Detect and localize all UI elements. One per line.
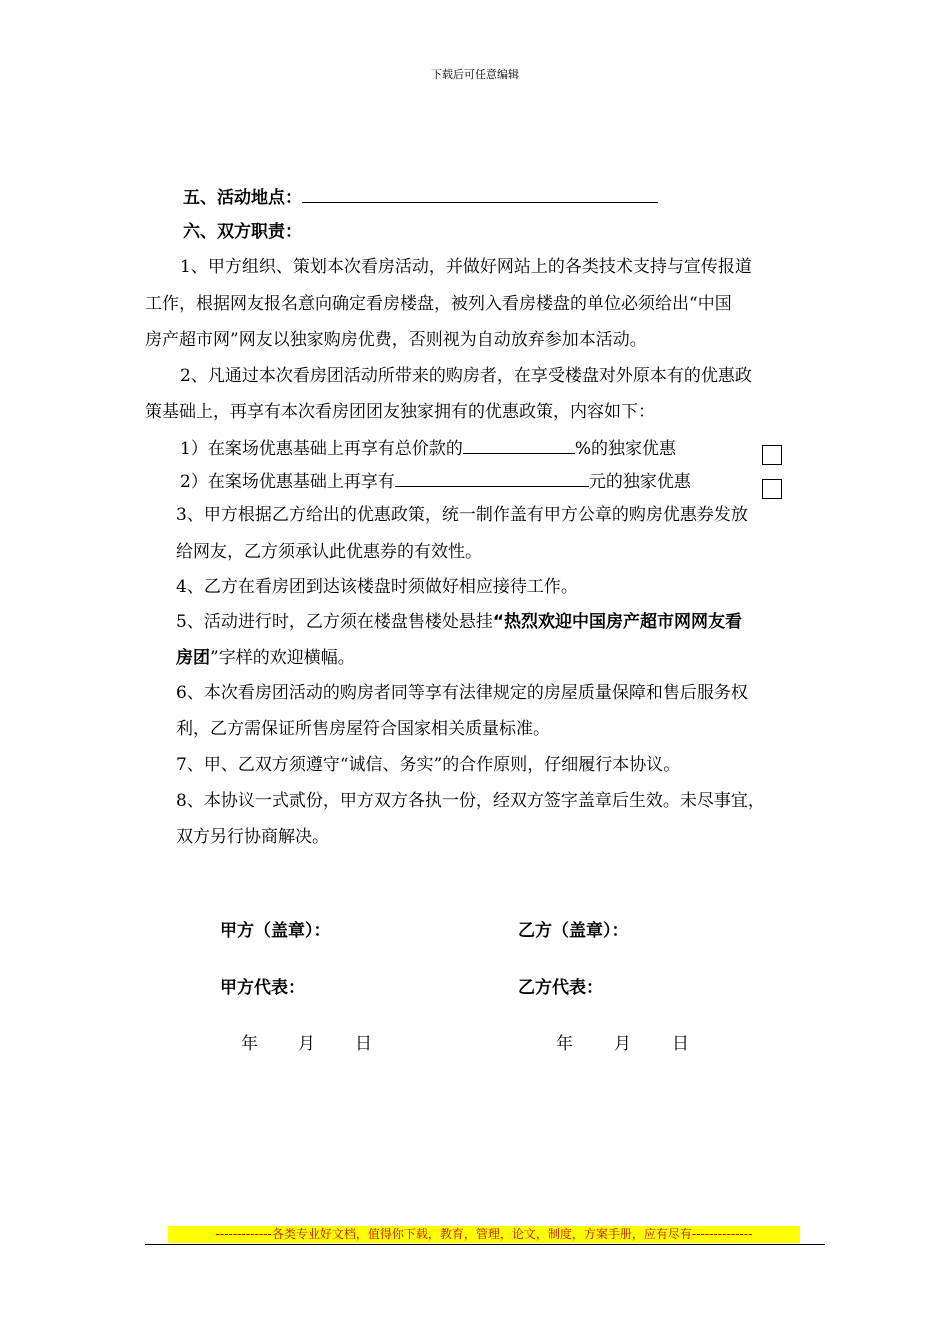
party-a-rep-label: 甲方代表：: [220, 978, 305, 998]
party-b-date-month: 月: [614, 1034, 631, 1054]
option-1-prefix: 1）在案场优惠基础上再享有总价款的: [180, 439, 463, 459]
option-1-checkbox[interactable]: [762, 445, 782, 465]
clause-7: 7、甲、乙双方须遵守“诚信、务实”的合作原则，仔细履行本协议。: [176, 755, 681, 775]
clause-2-line-1: 2、凡通过本次看房团活动所带来的购房者，在享受楼盘对外原本有的优惠政: [180, 366, 752, 386]
footer-rule: [145, 1244, 825, 1245]
party-b-date-year: 年: [556, 1034, 573, 1054]
clause-2-line-2: 策基础上，再享有本次看房团团友独家拥有的优惠政策，内容如下：: [145, 402, 655, 422]
clause-5-line-1: [176, 612, 742, 632]
party-a-date-month: 月: [298, 1034, 315, 1054]
discount-percent-blank: [463, 437, 575, 454]
page-header: 下载后可任意编辑: [431, 68, 519, 81]
clause-8-line-2: 双方另行协商解决。: [176, 827, 329, 847]
party-a-seal-label: 甲方（盖章）：: [220, 921, 331, 941]
section-5-heading: [183, 186, 658, 208]
discount-amount-blank: [395, 470, 589, 487]
clause-1-line-1: 1、甲方组织、策划本次看房活动，并做好网站上的各类技术支持与宣传报道: [180, 257, 752, 277]
location-blank: [302, 186, 658, 203]
clause-4: 4、乙方在看房团到达该楼盘时须做好相应接待工作。: [176, 577, 578, 597]
clause-6-line-2: 利，乙方需保证所售房屋符合国家相关质量标准。: [176, 719, 550, 739]
clause-3-line-1: 3、甲方根据乙方给出的优惠政策，统一制作盖有甲方公章的购房优惠券发放: [176, 505, 748, 525]
option-2: [180, 470, 691, 492]
party-b-rep-label: 乙方代表：: [518, 978, 603, 998]
party-a-date-year: 年: [241, 1034, 258, 1054]
clause-5-rest: ”字样的欢迎横幅。: [210, 648, 355, 668]
clause-5-prefix: 5、活动进行时，乙方须在楼盘售楼处悬挂: [176, 612, 493, 632]
footer-banner: -------------各类专业好文档，值得你下载，教育，管理，论文，制度，方案手册，应有尽有--------------: [168, 1226, 800, 1243]
clause-3-line-2: 给网友，乙方须承认此优惠券的有效性。: [176, 542, 482, 562]
clause-6-line-1: 6、本次看房团活动的购房者同等享有法律规定的房屋质量保障和售后服务权: [176, 683, 748, 703]
clause-1-line-2: 工作，根据网友报名意向确定看房楼盘，被列入看房楼盘的单位必须给出“中国: [145, 294, 732, 314]
clause-1-line-3: 房产超市网”网友以独家购房优费，否则视为自动放弃参加本活动。: [145, 330, 647, 350]
option-2-prefix: 2）在案场优惠基础上再享有: [180, 472, 395, 492]
option-2-suffix: 元的独家优惠: [588, 472, 691, 492]
section-5-label: 五、活动地点：: [183, 188, 302, 208]
option-1-suffix: %的独家优惠: [574, 439, 676, 459]
party-b-date-day: 日: [672, 1034, 689, 1054]
clause-5-line-2: [176, 648, 355, 668]
party-a-date-day: 日: [355, 1034, 372, 1054]
clause-5-banner-text-1: “热烈欢迎中国房产超市网网友看: [492, 612, 743, 632]
option-1: [180, 437, 676, 459]
section-6-heading: 六、双方职责：: [183, 222, 302, 242]
option-2-checkbox[interactable]: [762, 479, 782, 499]
clause-8-line-1: 8、本协议一式贰份，甲方双方各执一份，经双方签字盖章后生效。未尽事宜，: [176, 791, 765, 811]
party-b-seal-label: 乙方（盖章）：: [518, 921, 629, 941]
clause-5-banner-text-2: 房团: [176, 648, 210, 668]
